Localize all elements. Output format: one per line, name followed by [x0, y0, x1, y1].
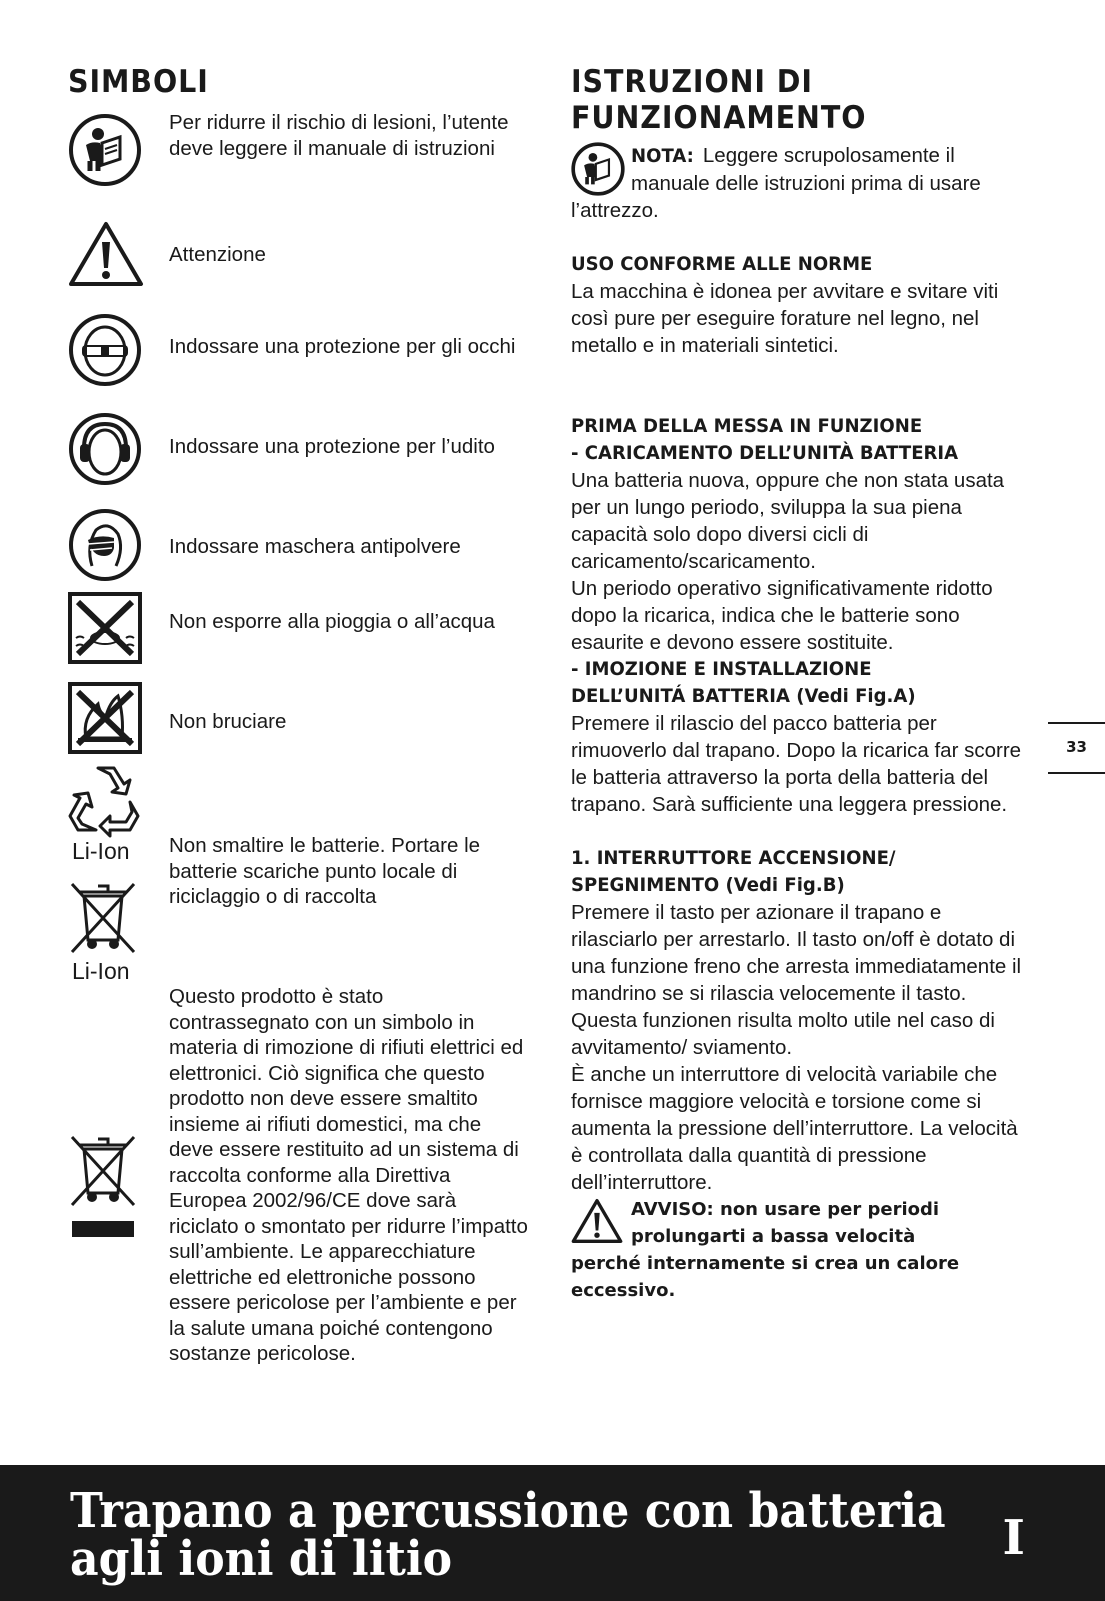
- product-title-line2: agli ioni di litio: [70, 1531, 453, 1587]
- ear-protection-icon: [68, 412, 142, 486]
- recycle-icon: [68, 762, 144, 836]
- instructions-title-line1: ISTRUZIONI DI: [571, 64, 813, 100]
- warning-line-3: perché internamente si crea un calore eccessivo.: [571, 1253, 960, 1301]
- operating-instructions: [571, 64, 1031, 1304]
- symbol-text-ear-protection: Indossare una protezione per l’udito: [169, 435, 495, 458]
- symbol-text-read-manual: Per ridurre il rischio di lesioni, l’utente deve leggere il manuale di istruzioni: [169, 111, 509, 160]
- warning-line-1: AVVISO: non usare per periodi: [631, 1199, 940, 1220]
- note-block: [571, 142, 1031, 224]
- section-text-switch-1: Premere il tasto per azionare il trapano e rilasciarlo per arrestarlo. Il tasto on/off è dotato di una funzione freno che arresta immediatamente il mandrino se si rilascia velocemente il tasto. Questa funzionen risulta molto utile nel caso di avvitamento/ sviamento.: [571, 901, 1022, 1059]
- liion-label: Li-Ion: [72, 838, 130, 864]
- page-number-tab: [1048, 722, 1105, 774]
- section-text-switch-2: È anche un interruttore di velocità variabile che fornisce maggiore velocità e torsione come si aumenta la pressione dell’interruttore. La velocità è controllata dalla quantità di pressione dell’interruttore.: [571, 1063, 1018, 1194]
- no-rain-icon: [68, 592, 142, 664]
- section-heading-switch-2: SPEGNIMENTO (Vedi Fig.B): [571, 874, 845, 896]
- symbol-text-dust-mask: Indossare maschera antipolvere: [169, 535, 461, 558]
- eye-protection-icon: [68, 313, 142, 387]
- warning-small-icon: [571, 1198, 623, 1244]
- language-code: I: [1002, 1510, 1025, 1566]
- section-text-intended-use: La macchina è idonea per avvitare e svitare viti così pure per eseguire forature nel legno, nel metallo e in materiali sintetici.: [571, 280, 999, 357]
- note-text: Leggere scrupolosamente il manuale delle istruzioni prima di usare l’attrezzo.: [571, 144, 981, 222]
- dust-mask-icon: [68, 508, 142, 582]
- read-manual-small-icon: [571, 142, 625, 196]
- symbol-text-recycle-batteries: Non smaltire le batterie. Portare le batterie scariche punto locale di riciclaggio o di raccolta: [169, 834, 481, 908]
- weee-bin-icon: [68, 1133, 138, 1239]
- product-title-line1: Trapano a percussione con batteria: [70, 1483, 946, 1539]
- note-label: NOTA:: [631, 145, 694, 167]
- section-heading-switch-1: 1. INTERRUTTORE ACCENSIONE/: [571, 847, 896, 869]
- section-heading-intended-use: USO CONFORME ALLE NORME: [571, 253, 873, 275]
- section-heading-battery-removal-2: DELL’UNITÁ BATTERIA (Vedi Fig.A): [571, 685, 916, 707]
- symbol-text-no-rain: Non esporre alla pioggia o all’acqua: [169, 610, 495, 633]
- symbols-title: SIMBOLI: [68, 64, 209, 100]
- product-title: [70, 1483, 946, 1587]
- section-heading-before-use-1: PRIMA DELLA MESSA IN FUNZIONE: [571, 415, 923, 437]
- footer-banner: [0, 1465, 1105, 1601]
- symbol-text-weee: Questo prodotto è stato contrassegnato con un simbolo in materia di rimozione di rifiuti elettrici ed elettronici. Ciò significa che questo prodotto non deve essere smaltito insieme ai rifiuti domestici, ma che deve essere restituito ad un sistema di raccolta conforme alla Direttiva Europea 2002/96/CE dove sarà riciclato o smontato per ridurre l’impatto sull’ambiente. Le apparecchiature elettriche ed elettroniche possono essere pericolose per l’ambiente e per la salute umana poiché contengono sostanze pericolose.: [169, 985, 528, 1365]
- page-number: 33: [1066, 738, 1087, 756]
- read-manual-icon: [68, 113, 142, 187]
- symbol-text-no-fire: Non bruciare: [169, 710, 287, 733]
- warning-block: [571, 1196, 1031, 1304]
- symbol-text-warning: Attenzione: [169, 243, 266, 266]
- instructions-title-line2: FUNZIONAMENTO: [571, 100, 867, 136]
- crossed-bin-icon: [68, 880, 138, 956]
- section-text-charging-1: Una batteria nuova, oppure che non stata usata per un lungo periodo, sviluppa la sua piena capacità solo dopo diversi cicli di caricamento/scaricamento.: [571, 469, 1005, 573]
- section-heading-battery-removal-1: - IMOZIONE E INSTALLAZIONE: [571, 658, 872, 680]
- section-text-charging-2: Un periodo operativo significativamente ridotto dopo la ricarica, indica che le batterie sono esaurite e devono essere sostituite.: [571, 577, 993, 654]
- section-heading-before-use-2: - CARICAMENTO DELL’UNITÀ BATTERIA: [571, 442, 959, 464]
- section-text-battery-removal: Premere il rilascio del pacco batteria per rimuoverlo dal trapano. Dopo la ricarica far scorre le batteria attraverso la porta della batteria del trapano. Sarà sufficiente una leggera pressione.: [571, 712, 1022, 816]
- symbol-text-eye-protection: Indossare una protezione per gli occhi: [169, 335, 516, 358]
- no-fire-icon: [68, 682, 142, 754]
- warning-line-2: prolungarti a bassa velocità: [631, 1226, 916, 1247]
- warning-triangle-icon: [68, 220, 144, 288]
- liion-label-2: Li-Ion: [72, 958, 130, 984]
- instructions-title: [571, 64, 994, 136]
- symbols-section: [68, 64, 528, 100]
